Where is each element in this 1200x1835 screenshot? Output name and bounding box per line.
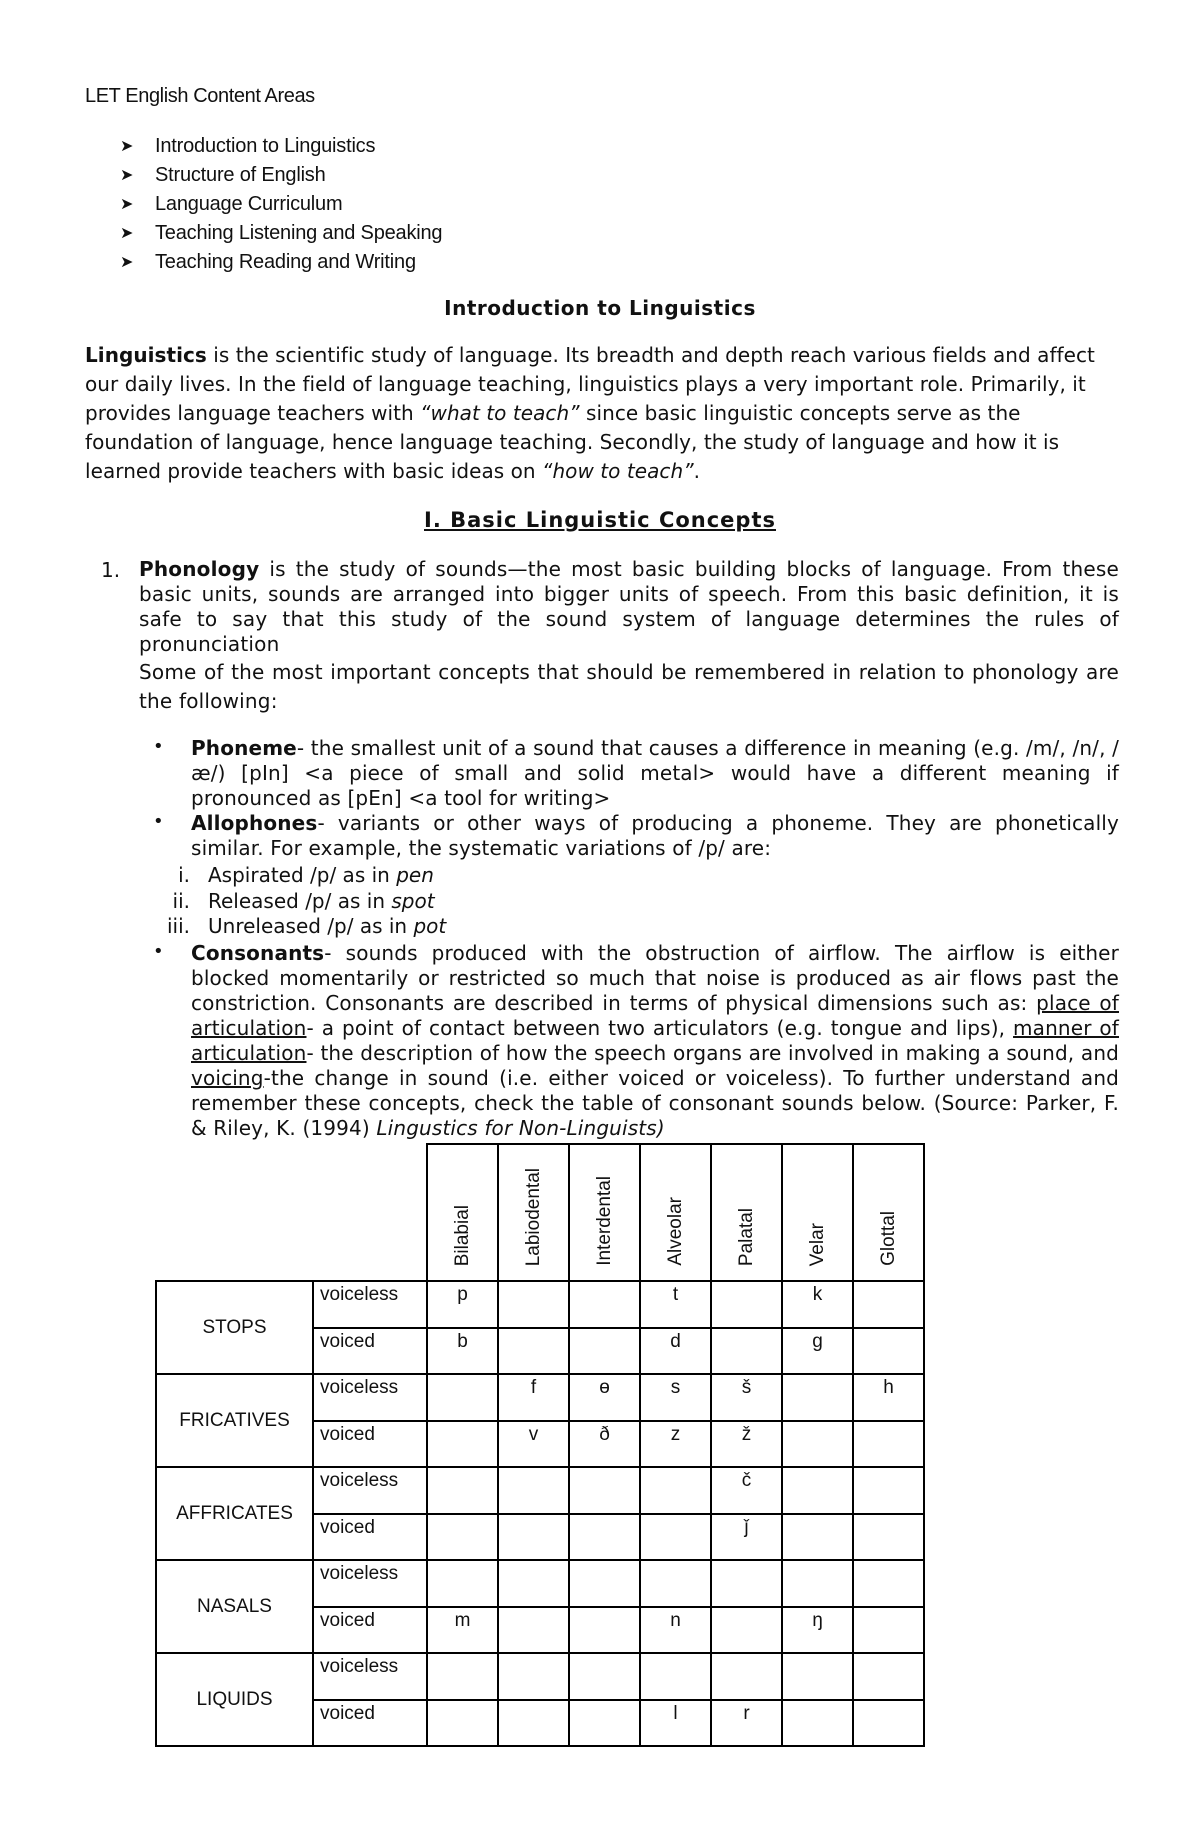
table-cell: k — [782, 1281, 853, 1328]
table-cell — [427, 1374, 498, 1421]
voicing-label: voiced — [313, 1514, 427, 1560]
table-cell — [569, 1514, 640, 1560]
table-cell — [427, 1700, 498, 1746]
table-cell — [853, 1700, 924, 1746]
column-header: Velar — [782, 1144, 853, 1281]
list-number: 1. — [101, 558, 121, 582]
concepts-title: I. Basic Linguistic Concepts — [424, 508, 776, 532]
list-item: ➤ Language Curriculum — [120, 190, 442, 219]
voicing-label: voiceless — [313, 1560, 427, 1607]
consonant-chart-body — [156, 1281, 924, 1746]
table-cell: s — [640, 1374, 711, 1421]
table-cell — [498, 1467, 569, 1514]
table-cell: g — [782, 1328, 853, 1374]
arrow-bullet-icon: ➤ — [120, 254, 134, 271]
table-cell: ð — [569, 1421, 640, 1467]
table-row — [156, 1281, 924, 1328]
table-cell: p — [427, 1281, 498, 1328]
phoneme-item: Phoneme- the smallest unit of a sound that causes a difference in meaning (e.g. /m/, /n/, /æ/) [pIn] <a piece of small and solid metal> would have a different meaning if pronounced as [pEn] <a tool for writing> — [191, 736, 1119, 810]
allophones-item: Allophones- variants or other ways of producing a phoneme. They are phonetically similar. For example, the systematic variations of /p/ are: — [191, 811, 1119, 860]
table-cell — [427, 1421, 498, 1467]
table-cell — [711, 1281, 782, 1328]
table-cell: b — [427, 1328, 498, 1374]
table-cell — [569, 1281, 640, 1328]
allophone-example: Aspirated /p/ as in pen — [208, 863, 434, 887]
manner-label: LIQUIDS — [156, 1653, 313, 1746]
table-cell: t — [640, 1281, 711, 1328]
table-cell: š — [711, 1374, 782, 1421]
arrow-bullet-icon: ➤ — [120, 167, 134, 184]
table-cell — [711, 1653, 782, 1700]
table-cell — [782, 1514, 853, 1560]
table-cell — [853, 1560, 924, 1607]
column-header: Bilabial — [427, 1144, 498, 1281]
table-cell — [782, 1467, 853, 1514]
manner-label: STOPS — [156, 1281, 313, 1374]
table-header-row — [156, 1144, 924, 1281]
table-cell — [498, 1653, 569, 1700]
term-phoneme: Phoneme — [191, 736, 297, 760]
column-header: Palatal — [711, 1144, 782, 1281]
table-cell — [569, 1607, 640, 1653]
manner-label: FRICATIVES — [156, 1374, 313, 1467]
table-cell — [711, 1328, 782, 1374]
table-cell: m — [427, 1607, 498, 1653]
table-cell — [569, 1328, 640, 1374]
table-cell — [853, 1467, 924, 1514]
list-item: ➤ Teaching Listening and Speaking — [120, 219, 442, 248]
table-cell — [569, 1467, 640, 1514]
voicing-label: voiceless — [313, 1653, 427, 1700]
table-cell — [782, 1374, 853, 1421]
table-cell — [640, 1514, 711, 1560]
table-row — [156, 1374, 924, 1421]
table-row — [156, 1653, 924, 1700]
table-cell — [427, 1514, 498, 1560]
table-cell — [853, 1281, 924, 1328]
column-header: Glottal — [853, 1144, 924, 1281]
voicing-label: voiced — [313, 1700, 427, 1746]
table-cell — [569, 1700, 640, 1746]
arrow-bullet-icon: ➤ — [120, 196, 134, 213]
bullet-icon: • — [153, 736, 164, 757]
table-cell: ǰ — [711, 1514, 782, 1560]
consonant-chart-table — [155, 1143, 925, 1747]
list-item: ➤ Structure of English — [120, 161, 442, 190]
table-cell — [853, 1514, 924, 1560]
allophone-example: Released /p/ as in spot — [208, 889, 435, 913]
table-cell — [427, 1560, 498, 1607]
voicing-label: voiced — [313, 1328, 427, 1374]
voicing-label: voiced — [313, 1607, 427, 1653]
table-cell: h — [853, 1374, 924, 1421]
term-allophones: Allophones — [191, 811, 318, 835]
column-header: Interdental — [569, 1144, 640, 1281]
table-cell — [782, 1560, 853, 1607]
phonology-concepts-intro: Some of the most important concepts that should be remembered in relation to phonology are the following: — [139, 660, 1119, 713]
table-cell — [427, 1467, 498, 1514]
list-item: ➤ Introduction to Linguistics — [120, 132, 442, 161]
term-consonants: Consonants — [191, 941, 325, 965]
table-cell: ŋ — [782, 1607, 853, 1653]
column-header: Alveolar — [640, 1144, 711, 1281]
table-row — [156, 1560, 924, 1607]
table-cell: ɵ — [569, 1374, 640, 1421]
table-cell — [498, 1328, 569, 1374]
table-cell: d — [640, 1328, 711, 1374]
table-cell — [640, 1467, 711, 1514]
voicing-label: voiced — [313, 1421, 427, 1467]
table-cell: z — [640, 1421, 711, 1467]
table-cell — [640, 1560, 711, 1607]
table-cell — [498, 1281, 569, 1328]
voicing-label: voiceless — [313, 1281, 427, 1328]
roman-number: i. — [178, 863, 190, 887]
table-cell — [498, 1700, 569, 1746]
term-linguistics: Linguistics — [85, 343, 207, 367]
table-cell: l — [640, 1700, 711, 1746]
table-cell — [498, 1560, 569, 1607]
table-cell — [782, 1421, 853, 1467]
bullet-icon: • — [153, 941, 164, 962]
phonology-paragraph: Phonology is the study of sounds—the most basic building blocks of language. From these basic units, sounds are arranged into bigger units of speech. From this basic definition, it is safe to say that this study of the sound system of language determines the rules of pronunciation — [139, 557, 1119, 656]
bullet-icon: • — [153, 811, 164, 832]
table-cell: r — [711, 1700, 782, 1746]
table-cell — [853, 1328, 924, 1374]
column-header: Labiodental — [498, 1144, 569, 1281]
table-cell: ž — [711, 1421, 782, 1467]
intro-paragraph: Linguistics is the scientific study of language. Its breadth and depth reach various fields and affect our daily lives. In the field of language teaching, linguistics plays a very important role. Primarily, it provides language teachers with “what to teach” since basic linguistic concepts serve as the foundation of language, hence language teaching. Secondly, the study of language and how it is learned provide teachers with basic ideas on “how to teach”. — [85, 343, 1095, 483]
table-cell — [853, 1653, 924, 1700]
table-cell: č — [711, 1467, 782, 1514]
table-cell — [782, 1700, 853, 1746]
table-cell: v — [498, 1421, 569, 1467]
table-cell — [711, 1560, 782, 1607]
allophone-example: Unreleased /p/ as in pot — [208, 914, 447, 938]
table-cell — [569, 1653, 640, 1700]
list-item: ➤ Teaching Reading and Writing — [120, 248, 442, 277]
table-cell — [427, 1653, 498, 1700]
table-cell — [782, 1653, 853, 1700]
table-cell — [498, 1514, 569, 1560]
document-header: LET English Content Areas — [85, 85, 315, 107]
voicing-label: voiceless — [313, 1374, 427, 1421]
manner-label: NASALS — [156, 1560, 313, 1653]
content-areas-list — [120, 132, 442, 277]
table-cell: f — [498, 1374, 569, 1421]
manner-label: AFFRICATES — [156, 1467, 313, 1560]
table-cell: n — [640, 1607, 711, 1653]
voicing-label: voiceless — [313, 1467, 427, 1514]
table-cell — [853, 1607, 924, 1653]
section-title: Introduction to Linguistics — [444, 296, 756, 320]
table-cell — [498, 1607, 569, 1653]
roman-number: ii. — [172, 889, 190, 913]
table-cell — [640, 1653, 711, 1700]
roman-number: iii. — [166, 914, 190, 938]
table-cell — [711, 1607, 782, 1653]
arrow-bullet-icon: ➤ — [120, 138, 134, 155]
consonants-item: Consonants- sounds produced with the obstruction of airflow. The airflow is either blocked momentarily or restricted so much that noise is produced as air flows past the constriction. Consonants are described in terms of physical dimensions such as: place of articulation- a point of contact between two articulators (e.g. tongue and lips), manner of articulation- the description of how the speech organs are involved in making a sound, and voicing-the change in sound (i.e. either voiced or voiceless). To further understand and remember these concepts, check the table of consonant sounds below. (Source: Parker, F. & Riley, K. (1994) Lingustics for Non-Linguists) — [191, 941, 1119, 1140]
table-cell — [853, 1421, 924, 1467]
table-cell — [569, 1560, 640, 1607]
table-row — [156, 1467, 924, 1514]
term-phonology: Phonology — [139, 557, 260, 581]
arrow-bullet-icon: ➤ — [120, 225, 134, 242]
